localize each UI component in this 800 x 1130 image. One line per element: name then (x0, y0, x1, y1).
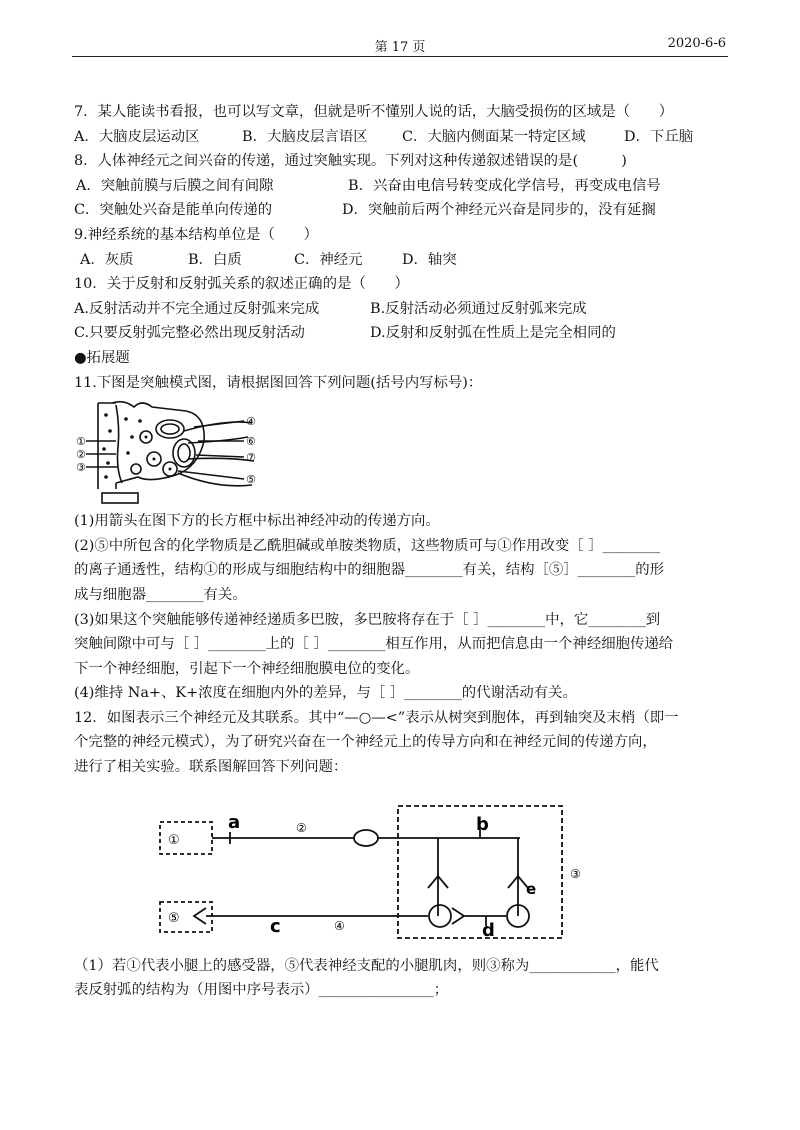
circuit-label-5: ⑤ (168, 910, 180, 926)
q8-option-a: A．突触前膜与后膜之间有间隙 (76, 177, 274, 194)
circuit-label-b: b (476, 813, 489, 835)
q11-part1: (1)用箭头在图下方的长方框中标出神经冲动的传递方向。 (74, 513, 440, 530)
q7-option-b: B．大脑皮层言语区 (242, 128, 368, 145)
q12-part1-line2: 表反射弧的结构为（用图中序号表示）________________； (74, 982, 449, 999)
q10-options-row1 (74, 297, 734, 322)
circuit-label-1: ① (168, 832, 180, 848)
q11-part2-line2: 的离子通透性，结构①的形成与细胞结构中的细胞器________有关，结构［⑤］________的形 (74, 562, 665, 579)
circuit-label-2: ② (296, 820, 307, 835)
synapse-label-1: ① (76, 435, 86, 449)
synapse-label-5: ⑤ (246, 473, 256, 487)
q10-option-b: B.反射活动必须通过反射弧来完成 (370, 300, 587, 317)
page-number: 第 17 页 (374, 40, 426, 55)
synapse-label-7: ⑦ (246, 451, 256, 465)
circuit-label-3: ③ (570, 866, 581, 881)
q9-option-d: D．轴突 (402, 251, 457, 268)
q11-part2-line3: 成与细胞器________有关。 (74, 586, 247, 603)
q10-options-row2 (74, 321, 734, 346)
q7-stem: 7．某人能读书看报，也可以写文章，但就是听不懂别人说的话，大脑受损伤的区域是（ ） (74, 104, 674, 120)
q7-option-a: A．大脑皮层运动区 (74, 128, 200, 145)
circuit-label-4: ④ (334, 918, 345, 933)
circuit-label-c: c (270, 915, 281, 937)
synapse-diagram (76, 397, 734, 505)
synapse-diagram-svg (76, 397, 276, 505)
q11-part2-line1: (2)⑤中所包含的化学物质是乙酰胆碱或单胺类物质，这些物质可与①作用改变［ ］________ (74, 537, 661, 554)
q11-part3-line1: (3)如果这个突触能够传递神经递质多巴胺，多巴胺将存在于［ ］________中，它________到 (74, 611, 661, 628)
q8-stem: 8．人体神经元之间兴奋的传递，通过突触实现。下列对这种传递叙述错误的是( ) (74, 153, 627, 170)
q7-options (74, 125, 734, 150)
q12-stem-line1: 12．如图表示三个神经元及其联系。其中“—○—<”表示从树突到胞体，再到轴突及末梢（即一 (74, 709, 679, 726)
section-heading: ●拓展题 (74, 349, 130, 366)
q8-option-d: D．突触前后两个神经元兴奋是同步的，没有延搁 (342, 202, 656, 219)
header-date: 2020-6-6 (667, 36, 726, 51)
synapse-label-4: ④ (246, 415, 256, 429)
q11-part3-line3: 下一个神经细胞，引起下一个神经细胞膜电位的变化。 (74, 660, 420, 677)
q8-option-b: B．兴奋由电信号转变成化学信号，再变成电信号 (348, 177, 661, 194)
q10-stem: 10．关于反射和反射弧关系的叙述正确的是（ ） (74, 276, 409, 293)
q10-option-d: D.反射和反射弧在性质上是完全相同的 (370, 325, 616, 342)
q9-option-a: A．灰质 (80, 251, 134, 268)
synapse-label-6: ⑥ (246, 435, 256, 449)
circuit-label-e: e (526, 879, 537, 898)
q7-option-c: C．大脑内侧面某一特定区域 (402, 128, 586, 145)
q9-stem: 9.神经系统的基本结构单位是（ ） (74, 226, 318, 243)
worksheet-body (74, 100, 734, 1003)
synapse-label-3: ③ (76, 461, 86, 475)
q11-part4: (4)维持 Na+、K+浓度在细胞内外的差异，与［ ］________的代谢活动有关。 (74, 685, 577, 702)
page-header (72, 0, 728, 57)
q12-part1-line1: （1）若①代表小腿上的感受器，⑤代表神经支配的小腿肌肉，则③称为____________，能代 (74, 957, 659, 974)
q10-option-c: C.只要反射弧完整必然出现反射活动 (74, 325, 305, 342)
neuron-circuit-diagram (158, 802, 734, 940)
neuron-circuit-svg (158, 802, 638, 940)
circuit-label-d: d (482, 919, 495, 940)
q7-option-d: D．下丘脑 (624, 128, 694, 145)
q8-options-row1 (74, 174, 734, 199)
q8-options-row2 (74, 198, 734, 223)
q12-stem-line2: 个完整的神经元模式），为了研究兴奋在一个神经元上的传导方向和在神经元间的传递方向， (74, 734, 657, 751)
q9-option-c: C．神经元 (294, 251, 363, 268)
q9-options (74, 248, 734, 273)
q10-option-a: A.反射活动并不完全通过反射弧来完成 (74, 300, 320, 317)
q8-option-c: C．突触处兴奋是能单向传递的 (74, 202, 273, 219)
q12-stem-line3: 进行了相关实验。联系图解回答下列问题： (74, 759, 348, 776)
q11-part3-line2: 突触间隙中可与［ ］________上的［ ］________相互作用，从而把信息由一个神经细胞传递给 (74, 636, 674, 653)
q9-option-b: B．白质 (188, 251, 242, 268)
q11-stem: 11.下图是突触模式图，请根据图回答下列问题(括号内写标号)： (74, 374, 483, 391)
synapse-label-2: ② (76, 448, 86, 462)
circuit-label-a: a (228, 811, 241, 833)
